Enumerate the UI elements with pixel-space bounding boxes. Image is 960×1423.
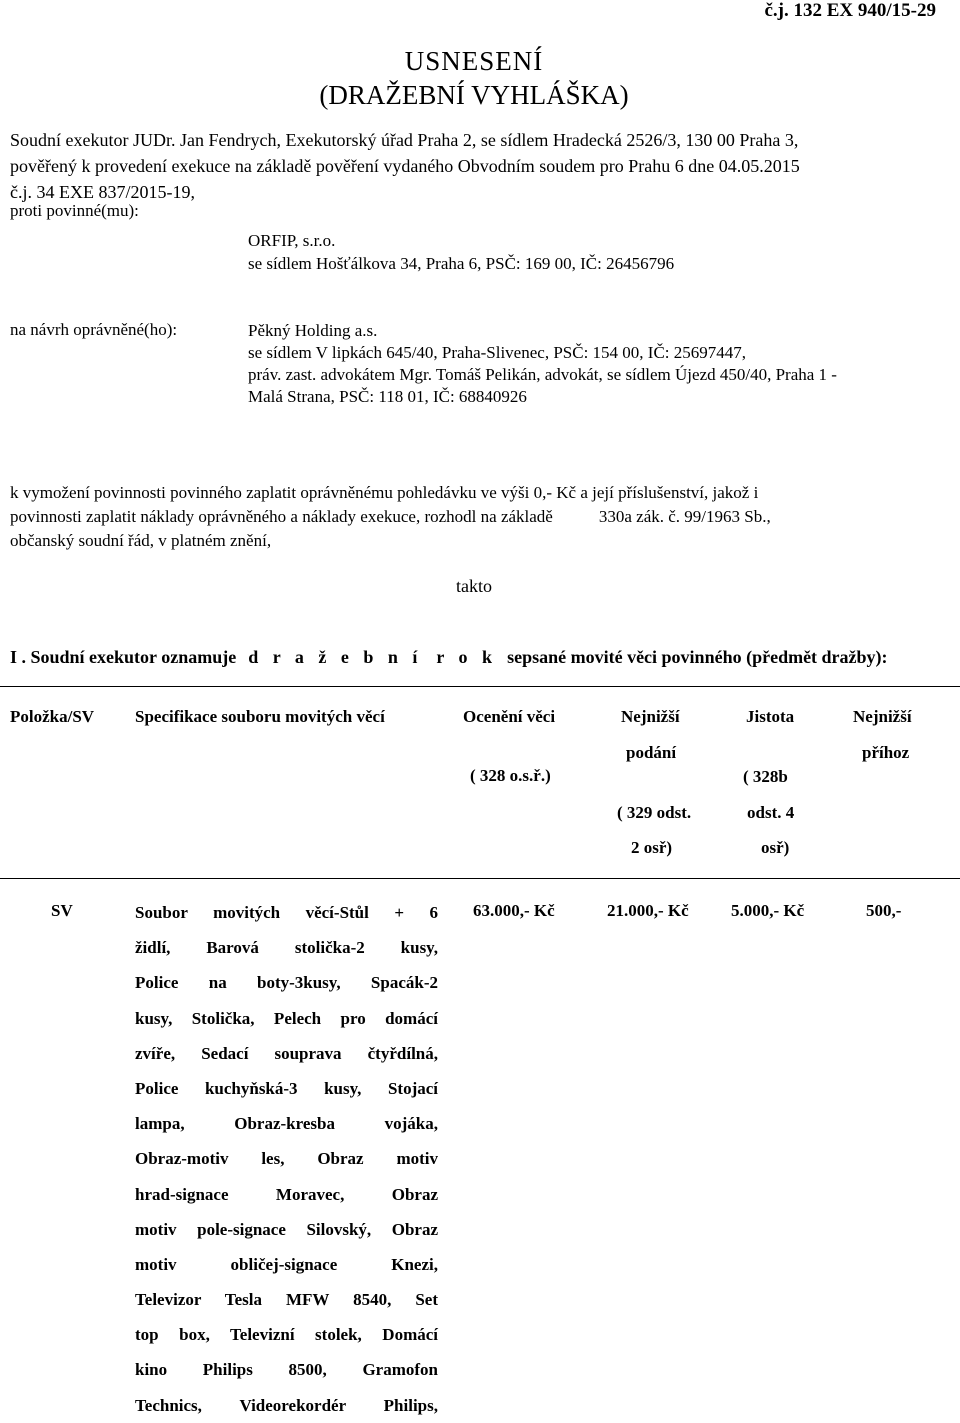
creditor-label: na návrh oprávněné(ho): — [10, 320, 178, 339]
creditor-address: se sídlem V lipkách 645/40, Praha-Slivenec, PSČ: 154 00, IČ: 25697447, — [248, 343, 747, 362]
creditor-name: Pěkný Holding a.s. — [248, 321, 378, 340]
header-valuation: Ocenění věci — [463, 707, 556, 726]
row-min-bid: 21.000,- Kč — [607, 901, 689, 920]
intro-paragraph — [10, 127, 940, 205]
announcement-suffix: sepsané movité věci povinného (předmět dražby): — [507, 647, 888, 667]
document-title: USNESENÍ — [404, 46, 544, 76]
spec-line: Police kuchyňská-3 kusy, Stojací — [135, 1078, 438, 1098]
announcement-spaced-word: d r a ž e b n í — [248, 647, 423, 667]
auction-announcement — [10, 647, 888, 668]
header-increment: Nejnižší — [853, 707, 912, 726]
header-increment-sub: příhoz — [862, 743, 910, 762]
paragraph-line: k vymožení povinnosti povinného zaplatit oprávněnému pohledávku ve výši 0,- Kč a její příslušenství, jakož i — [10, 483, 759, 502]
creditor-block — [248, 320, 837, 408]
header-min-bid-sub: 2 osř) — [631, 838, 673, 857]
table-top-rule — [0, 686, 960, 687]
table-header-rule — [0, 878, 960, 879]
row-item: SV — [51, 901, 73, 920]
document-number: č.j. 132 EX 940/15-29 — [764, 0, 936, 21]
row-deposit: 5.000,- Kč — [731, 901, 805, 920]
paragraph-line: občanský soudní řád, v platném znění, — [10, 531, 272, 550]
debtor-name: ORFIP, s.r.o. — [248, 231, 336, 250]
header-deposit-sub: ( 328b — [743, 767, 788, 786]
announcement-prefix: I . Soudní exekutor oznamuje — [10, 647, 237, 667]
paragraph-text: povinnosti zaplatit náklady oprávněného a náklady exekuce, rozhodl na základě — [10, 507, 553, 526]
spec-line: motiv pole-signace Silovský, Obraz — [135, 1219, 438, 1239]
row-spec — [135, 895, 438, 1423]
spec-line: Obraz-motiv les, Obraz motiv — [135, 1149, 438, 1169]
header-min-bid-sub: podání — [626, 743, 677, 762]
enforcement-paragraph — [10, 481, 940, 553]
intro-line: pověřený k provedení exekuce na základě pověření vydaného Obvodním soudem pro Prahu 6 dne 04.05.2015 — [10, 156, 800, 176]
spec-line: motiv obličej-signace Knezi, — [135, 1254, 438, 1274]
spec-line: Technics, Videorekordér Philips, — [135, 1395, 438, 1415]
header-min-bid: Nejnižší — [621, 707, 680, 726]
intro-line: č.j. 34 EXE 837/2015-19, — [10, 182, 195, 202]
takto-label: takto — [456, 576, 492, 596]
document-subtitle: (DRAŽEBNÍ VYHLÁŠKA) — [319, 80, 629, 110]
header-item: Položka/SV — [10, 707, 95, 726]
spec-line: Soubor movitých věcí-Stůl + 6 — [135, 903, 438, 922]
debtor-address: se sídlem Hošťálkova 34, Praha 6, PSČ: 169 00, IČ: 26456796 — [248, 254, 675, 273]
spec-line: Televizor Tesla MFW 8540, Set — [135, 1290, 438, 1310]
spec-line: hrad-signace Moravec, Obraz — [135, 1184, 438, 1204]
header-deposit: Jistota — [746, 707, 795, 726]
paragraph-text: 330a zák. č. 99/1963 Sb., — [598, 507, 771, 526]
row-increment: 500,- — [866, 901, 902, 920]
paragraph-line — [10, 505, 940, 529]
spec-line: kino Philips 8500, Gramofon — [135, 1360, 438, 1380]
debtor-block — [248, 230, 674, 275]
spec-line: zvíře, Sedací souprava čtyřdílná, — [135, 1043, 438, 1063]
spec-line: židlí, Barová stolička-2 kusy, — [135, 938, 438, 958]
header-deposit-sub: odst. 4 — [747, 803, 795, 822]
row-valuation: 63.000,- Kč — [473, 901, 555, 920]
header-min-bid-sub: ( 329 odst. — [617, 803, 692, 822]
creditor-representative: práv. zast. advokátem Mgr. Tomáš Pelikán, advokát, se sídlem Újezd 450/40, Praha 1 - — [248, 365, 837, 384]
header-deposit-sub: osř) — [761, 838, 790, 857]
intro-line: Soudní exekutor JUDr. Jan Fendrych, Exekutorský úřad Praha 2, se sídlem Hradecká 2526/3, 130 00 Praha 3, — [10, 130, 799, 150]
spec-line: Police na boty-3kusy, Spacák-2 — [135, 973, 438, 993]
debtor-label: proti povinné(mu): — [10, 201, 139, 220]
header-valuation-sub: ( 328 o.s.ř.) — [470, 766, 551, 785]
spec-line: top box, Televizní stolek, Domácí — [135, 1325, 438, 1345]
header-spec: Specifikace souboru movitých věcí — [135, 707, 385, 726]
spec-line: kusy, Stolička, Pelech pro domácí — [135, 1008, 438, 1028]
creditor-representative-address: Malá Strana, PSČ: 118 01, IČ: 68840926 — [248, 387, 527, 406]
spec-line: lampa, Obraz-kresba vojáka, — [135, 1114, 438, 1134]
announcement-spaced-word: r o k — [436, 647, 498, 667]
